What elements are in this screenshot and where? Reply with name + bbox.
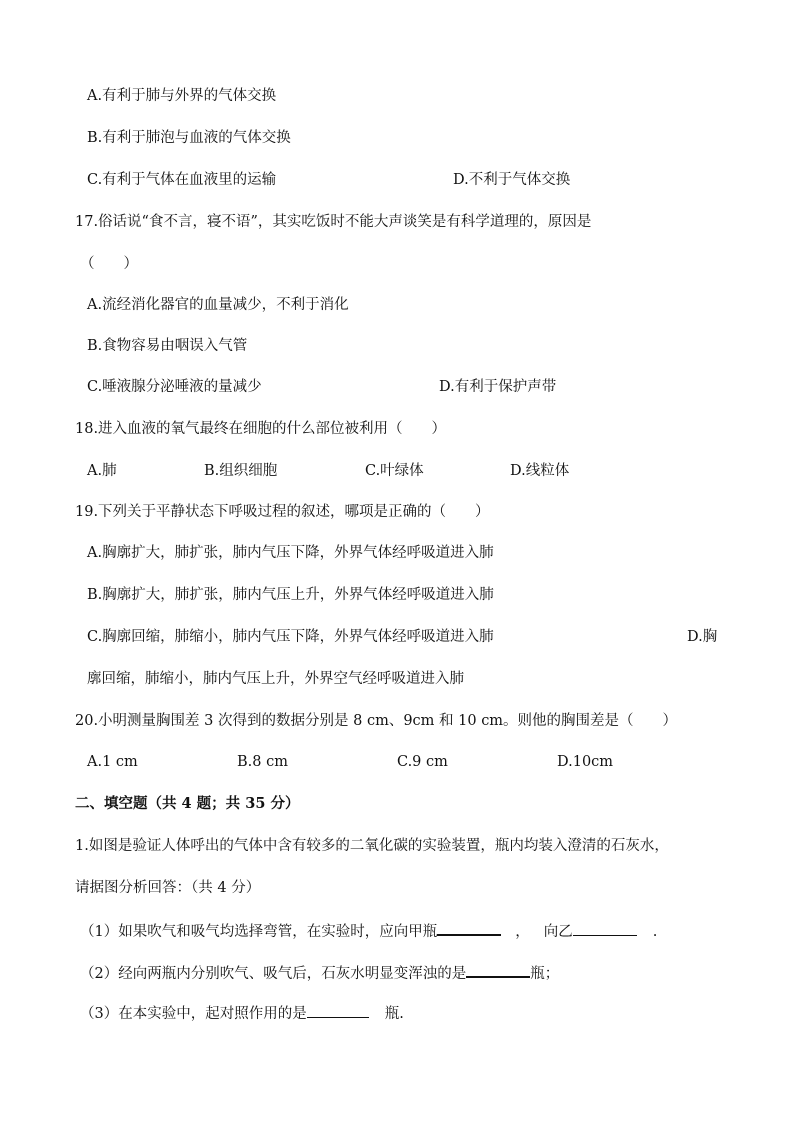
q19-option-c: C.胸廓回缩，肺缩小，肺内气压下降，外界气体经呼吸道进入肺	[87, 629, 494, 645]
fill1-part3	[80, 1003, 404, 1023]
fill1-blank-control[interactable]	[307, 1003, 369, 1018]
q18-option-b: B.组织细胞	[204, 463, 278, 479]
q16-option-c: C.有利于气体在血液里的运输	[87, 172, 277, 188]
q20-option-a: A.1 cm	[87, 754, 138, 770]
fill1-blank-jia[interactable]	[437, 920, 501, 936]
q19-option-a: A.胸廓扩大，肺扩张，肺内气压下降，外界气体经呼吸道进入肺	[87, 545, 494, 561]
q18-option-a: A.肺	[87, 463, 117, 479]
fill1-part3-suffix: 瓶.	[384, 1006, 404, 1022]
q17-stem: 17.俗话说“食不言，寝不语”，其实吃饭时不能大声谈笑是有科学道理的，原因是	[75, 214, 592, 230]
q17-option-d: D.有利于保护声带	[439, 379, 557, 395]
fill1-part1-period: .	[652, 924, 658, 940]
q20-option-d: D.10cm	[557, 754, 614, 770]
fill1-part2-suffix: 瓶；	[530, 966, 560, 982]
fill1-part1-comma: ，	[515, 924, 530, 940]
fill1-part1	[80, 920, 657, 940]
q18-option-d: D.线粒体	[510, 463, 570, 479]
q20-option-b: B.8 cm	[237, 754, 288, 770]
fill1-blank-yi[interactable]	[573, 921, 637, 936]
fill1-part3-text: （3）在本实验中，起对照作用的是	[80, 1006, 307, 1022]
q16-option-a: A.有利于肺与外界的气体交换	[87, 88, 277, 104]
fill1-part2	[80, 962, 559, 982]
fill1-part1-text: （1）如果吹气和吸气均选择弯管，在实验时，应向甲瓶	[80, 924, 438, 940]
q17-answer-paren: （ ）	[80, 256, 138, 272]
q17-option-b: B.食物容易由咽误入气管	[87, 338, 248, 354]
q19-option-d-continued: 廓回缩，肺缩小，肺内气压上升，外界空气经呼吸道进入肺	[87, 671, 464, 687]
q16-option-b: B.有利于肺泡与血液的气体交换	[87, 130, 291, 146]
fill1-part1-yi-text: 向乙	[543, 924, 573, 940]
fill1-part2-text: （2）经向两瓶内分别吹气、吸气后，石灰水明显变浑浊的是	[80, 966, 467, 982]
q20-stem: 20.小明测量胸围差 3 次得到的数据分别是 8 cm、9cm 和 10 cm。则他的胸围差是（ ）	[75, 713, 678, 729]
q20-option-c: C.9 cm	[397, 754, 448, 770]
q17-option-a: A.流经消化器官的血量减少，不利于消化	[87, 297, 349, 313]
q19-option-d-start: D.胸	[687, 629, 718, 645]
section-heading-fill-in: 二、填空题（共 4 题；共 35 分）	[75, 795, 300, 812]
q18-stem: 18.进入血液的氧气最终在细胞的什么部位被利用（ ）	[75, 421, 447, 437]
q18-option-c: C.叶绿体	[365, 463, 424, 479]
fill1-stem-line2: 请据图分析回答：（共 4 分）	[75, 880, 261, 896]
fill1-blank-turbid[interactable]	[466, 962, 530, 978]
q19-option-b: B.胸廓扩大，肺扩张，肺内气压上升，外界气体经呼吸道进入肺	[87, 587, 494, 603]
q17-option-c: C.唾液腺分泌唾液的量减少	[87, 379, 262, 395]
q19-stem: 19.下列关于平静状态下呼吸过程的叙述，哪项是正确的（ ）	[75, 504, 490, 520]
fill1-stem-line1: 1.如图是验证人体呼出的气体中含有较多的二氧化碳的实验装置，瓶内均装入澄清的石灰水，	[75, 838, 669, 854]
q16-option-d: D.不利于气体交换	[453, 172, 571, 188]
